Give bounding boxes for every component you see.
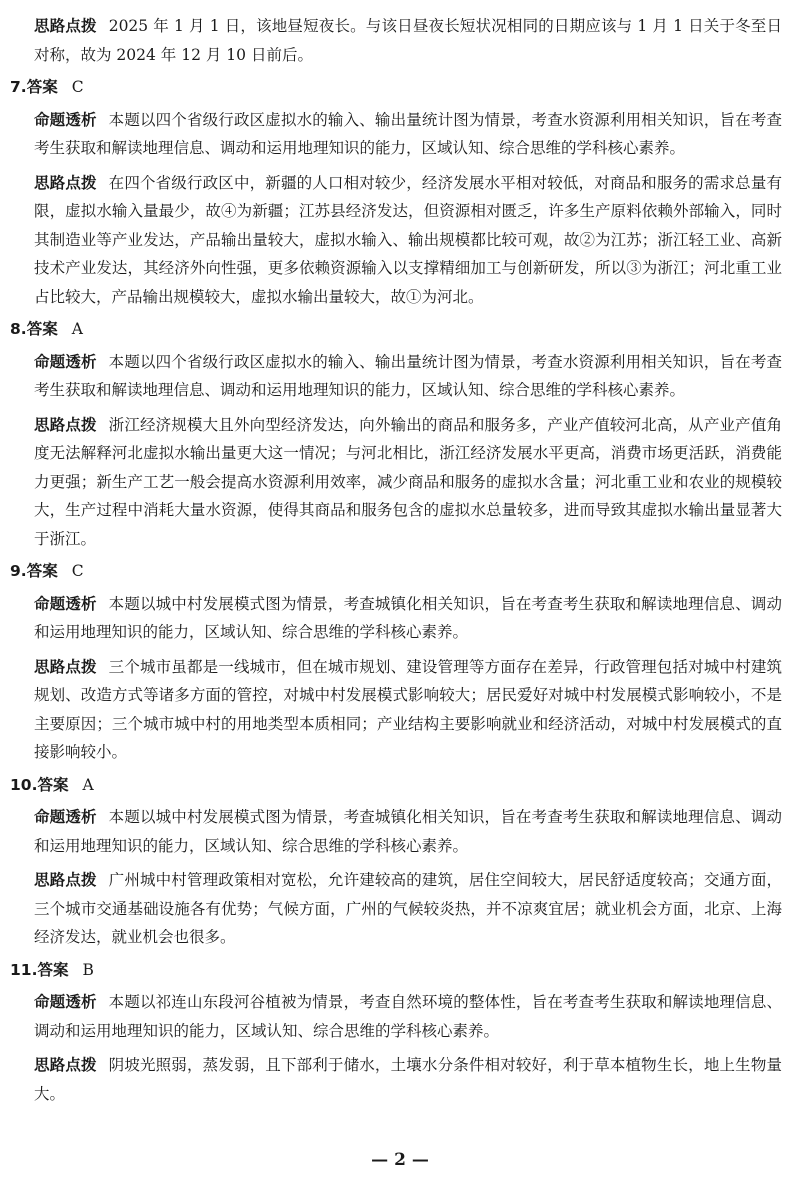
explanation-paragraph	[34, 653, 782, 767]
question-block-7	[10, 73, 782, 311]
answer-value: B	[82, 960, 94, 979]
section-text: 阴坡光照弱，蒸发弱，且下部利于储水，土壤水分条件相对较好，利于草本植物生长，地上生物量大。	[34, 1056, 782, 1103]
section-text: 2025 年 1 月 1 日，该地昼短夜长。与该日昼夜长短状况相同的日期应该与 1 月 1 日关于冬至日对称，故为 2024 年 12 月 10 日前后。	[34, 17, 782, 64]
section-text: 本题以四个省级行政区虚拟水的输入、输出量统计图为情景，考查水资源利用相关知识，旨在考查考生获取和解读地理信息、调动和运用地理知识的能力，区域认知、综合思维的学科核心素养。	[34, 352, 782, 399]
answer-label: 答案	[37, 775, 69, 794]
explanation-paragraph	[34, 803, 782, 860]
section-text: 本题以四个省级行政区虚拟水的输入、输出量统计图为情景，考查水资源利用相关知识，旨在考查考生获取和解读地理信息、调动和运用地理知识的能力，区域认知、综合思维的学科核心素养。	[34, 110, 782, 157]
explanation-paragraph	[34, 348, 782, 405]
answer-label: 答案	[37, 960, 69, 979]
explanation-paragraph	[34, 866, 782, 952]
section-text: 本题以祁连山东段河谷植被为情景，考查自然环境的整体性，旨在考查考生获取和解读地理信息、调动和运用地理知识的能力，区域认知、综合思维的学科核心素养。	[34, 993, 782, 1040]
answer-value: C	[71, 562, 84, 580]
intro-paragraph	[34, 12, 782, 69]
answer-value: C	[71, 78, 84, 96]
answer-value: A	[82, 775, 94, 794]
section-text: 三个城市虽都是一线城市，但在城市规划、建设管理等方面存在差异，行政管理包括对城中村建筑规划、改造方式等诸多方面的管控，对城中村发展模式影响较大；居民爱好对城中村发展模式影响较小，不是主要原因；三个城市城中村的用地类型本质相同；产业结构主要影响就业和经济活动，对城中村发展模式的直接影响较小。	[34, 657, 782, 761]
section-text: 在四个省级行政区中，新疆的人口相对较少，经济发展水平相对较低，对商品和服务的需求总量有限，虚拟水输入量最少，故④为新疆；江苏县经济发达，但资源相对匮乏，许多生产原料依赖外部输入，同时其制造业等产业发达，产品输出量较大，虚拟水输入、输出规模都比较可观，故②为江苏；浙江轻工业、高新技术产业发达，其经济外向性强，更多依赖资源输入以支撑精细加工与创新研发，所以③为浙江；河北重工业占比较大，产品输出规模较大，虚拟水输出量较大，故①为河北。	[34, 173, 782, 306]
section-tag: 思路点拨	[34, 657, 97, 676]
section-tag: 命题透析	[34, 110, 97, 129]
explanation-paragraph	[34, 106, 782, 163]
section-text: 广州城中村管理政策相对宽松，允许建较高的建筑，居住空间较大，居民舒适度较高；交通方面，三个城市交通基础设施各有优势；气候方面，广州的气候较炎热，并不凉爽宜居；就业机会方面，北京、上海经济发达，就业机会也很多。	[34, 871, 782, 946]
question-number: 11.	[10, 960, 38, 979]
answer-line	[10, 956, 782, 985]
question-block-10	[10, 771, 782, 952]
section-tag: 思路点拨	[34, 17, 97, 35]
section-text: 本题以城中村发展模式图为情景，考查城镇化相关知识，旨在考查考生获取和解读地理信息、调动和运用地理知识的能力，区域认知、综合思维的学科核心素养。	[34, 808, 782, 855]
page-number: — 2 —	[371, 1150, 429, 1170]
section-tag: 思路点拨	[34, 415, 97, 434]
section-text: 浙江经济规模大且外向型经济发达，向外输出的商品和服务多，产业产值较河北高，从产业产值角度无法解释河北虚拟水输出量更大这一情况；与河北相比，浙江经济发展水平更高，消费市场更活跃，消费能力更强；新生产工艺一般会提高水资源利用效率，减少商品和服务的虚拟水含量；河北重工业和农业的规模较大，生产过程中消耗大量水资源，使得其商品和服务包含的虚拟水总量较多，进而导致其虚拟水输出量显著大于浙江。	[34, 415, 782, 548]
explanation-paragraph	[34, 411, 782, 554]
answer-label: 答案	[26, 562, 58, 580]
section-tag: 思路点拨	[34, 871, 97, 889]
section-tag: 命题透析	[34, 993, 97, 1011]
answer-label: 答案	[26, 320, 58, 338]
question-block-9	[10, 557, 782, 767]
answer-line	[10, 315, 782, 344]
answer-value: A	[71, 320, 83, 338]
explanation-paragraph	[34, 169, 782, 312]
question-number: 7.	[10, 78, 27, 96]
explanation-paragraph	[34, 988, 782, 1045]
section-tag: 命题透析	[34, 352, 97, 371]
question-number: 9.	[10, 562, 27, 580]
question-block-8	[10, 315, 782, 553]
section-tag: 思路点拨	[34, 1056, 97, 1074]
section-tag: 思路点拨	[34, 173, 97, 192]
section-text: 本题以城中村发展模式图为情景，考查城镇化相关知识，旨在考查考生获取和解读地理信息、调动和运用地理知识的能力，区域认知、综合思维的学科核心素养。	[34, 594, 782, 641]
answer-line	[10, 557, 782, 586]
question-block-11	[10, 956, 782, 1109]
question-number: 10.	[10, 775, 38, 794]
section-tag: 命题透析	[34, 594, 97, 613]
question-number: 8.	[10, 320, 27, 338]
answer-line	[10, 771, 782, 800]
explanation-paragraph	[34, 590, 782, 647]
answer-label: 答案	[26, 78, 58, 96]
answer-line	[10, 73, 782, 102]
explanation-paragraph	[34, 1051, 782, 1108]
section-tag: 命题透析	[34, 808, 97, 826]
